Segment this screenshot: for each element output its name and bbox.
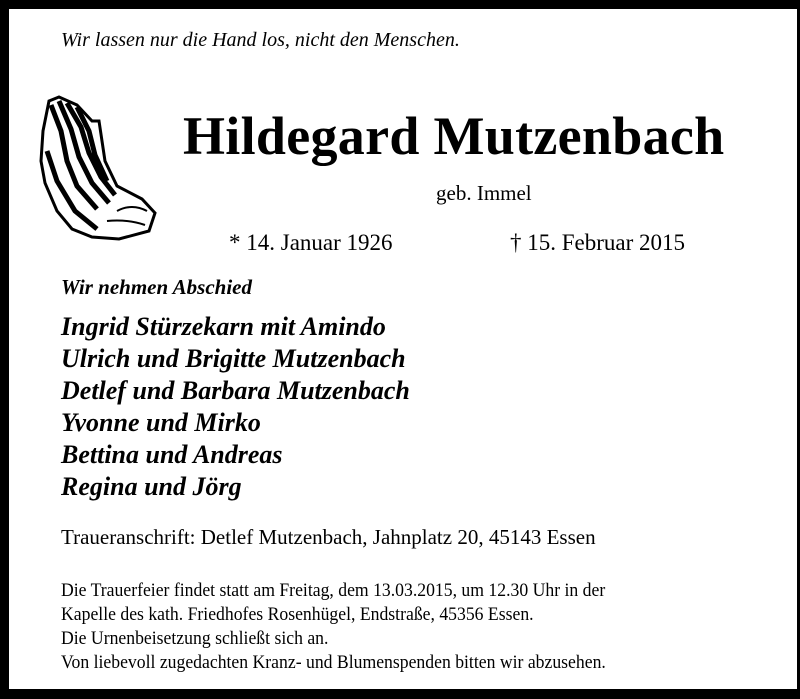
deceased-name: Hildegard Mutzenbach [183,106,725,166]
info-line: Von liebevoll zugedachten Kranz- und Blumenspenden bitten wir abzusehen. [61,652,606,673]
obituary-notice [9,9,797,689]
mourner: Ingrid Stürzekarn mit Amindo [61,312,386,341]
birth-date: * 14. Januar 1926 [229,230,393,255]
farewell-heading: Wir nehmen Abschied [61,275,252,299]
quote: Wir lassen nur die Hand los, nicht den Menschen. [61,29,460,51]
praying-hands-icon [37,91,167,241]
info-line: Die Urnenbeisetzung schließt sich an. [61,628,329,649]
death-date: † 15. Februar 2015 [510,230,686,255]
info-line: Die Trauerfeier findet statt am Freitag, dem 13.03.2015, um 12.30 Uhr in der [61,580,606,601]
mourner: Bettina und Andreas [61,440,283,469]
mourner: Regina und Jörg [61,472,242,501]
info-line: Kapelle des kath. Friedhofes Rosenhügel, Endstraße, 45356 Essen. [61,604,534,625]
mourner: Detlef und Barbara Mutzenbach [61,376,410,405]
mourning-address: Traueranschrift: Detlef Mutzenbach, Jahnplatz 20, 45143 Essen [61,525,596,549]
mourner: Ulrich und Brigitte Mutzenbach [61,344,406,373]
funeral-info [61,579,606,675]
maiden-name: geb. Immel [436,181,532,205]
mourner: Yvonne und Mirko [61,408,261,437]
mourners-list [61,311,410,503]
